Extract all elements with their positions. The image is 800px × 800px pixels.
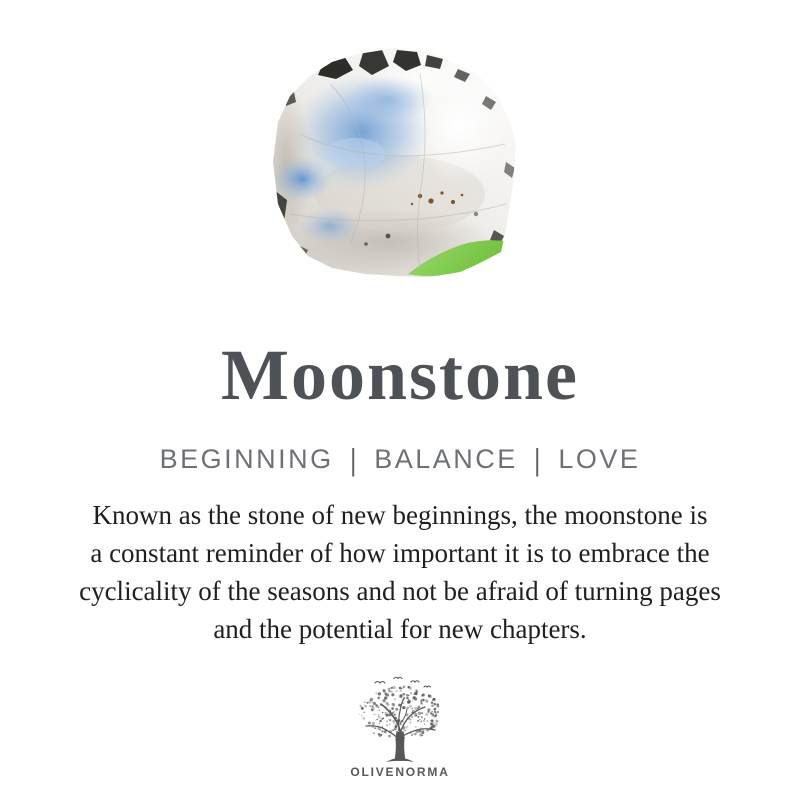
description-line: cyclicality of the seasons and not be afraid of turning pages bbox=[79, 576, 721, 606]
keyword-beginning: BEGINNING bbox=[159, 444, 334, 474]
page-title: Moonstone bbox=[221, 335, 579, 415]
moonstone-photo bbox=[270, 44, 520, 282]
keywords-row bbox=[0, 444, 800, 475]
keyword-love: LOVE bbox=[558, 444, 641, 474]
tree-roots bbox=[386, 758, 414, 762]
description-line: and the potential for new chapters. bbox=[213, 614, 587, 644]
moonstone-crystal-illustration bbox=[270, 44, 520, 282]
description-line: a constant reminder of how important it is to embrace the bbox=[90, 538, 710, 568]
tree-of-life-icon bbox=[0, 676, 800, 764]
tree-foliage bbox=[358, 685, 439, 739]
separator-bar: | bbox=[533, 442, 543, 477]
brand-logo bbox=[0, 676, 800, 779]
keyword-balance: BALANCE bbox=[374, 444, 518, 474]
birds-icon bbox=[375, 677, 430, 687]
tree-trunk bbox=[395, 731, 406, 760]
description-paragraph bbox=[0, 496, 800, 648]
separator-bar: | bbox=[349, 442, 359, 477]
brand-name: OLIVENORMA bbox=[350, 765, 450, 779]
description-line: Known as the stone of new beginnings, the moonstone is bbox=[92, 500, 708, 530]
